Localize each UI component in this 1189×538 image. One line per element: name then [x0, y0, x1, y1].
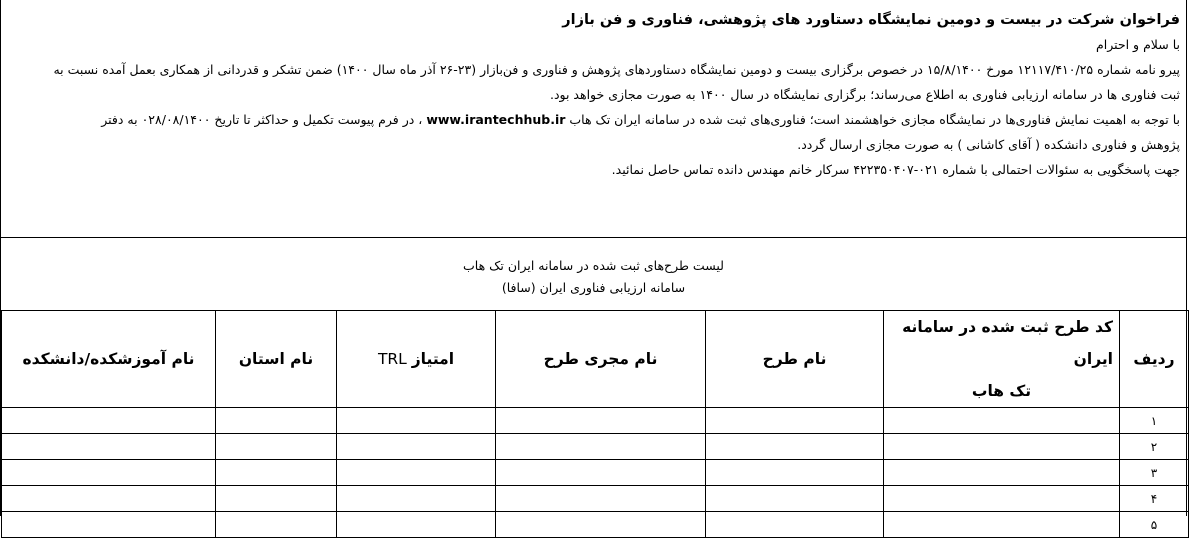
header-project-code-line2: تک هاب: [971, 382, 1032, 400]
cell-trl-score: [337, 434, 496, 460]
cell-school: [2, 486, 216, 512]
cell-school: [2, 434, 216, 460]
cell-trl-score: [337, 486, 496, 512]
cell-project-name: [706, 512, 884, 538]
cell-trl-score: [337, 460, 496, 486]
cell-project-code: [884, 460, 1120, 486]
header-school: نام آموزشکده/دانشکده: [2, 311, 216, 408]
header-row-number: ردیف: [1120, 311, 1189, 408]
row-number: ۱: [1120, 408, 1189, 434]
table-row: [2, 512, 1189, 538]
letter-title: فراخوان شرکت در بیست و دومین نمایشگاه دستاورد های پژوهشی، فناوری و فن بازار: [562, 12, 1180, 28]
letter-line-5: جهت پاسخگویی به سئوالات احتمالی با شماره ۰۲۱-۴۲۲۳۵۰۴۰۷ سرکار خانم مهندس دانده تماس حاصل نمائید.: [611, 162, 1180, 177]
letter-line-3-before: با توجه به اهمیت نمایش فناوری‌ها در نمایشگاه مجازی خواهشمند است؛ فناوری‌های ثبت شده در سامانه ایران تک هاب: [565, 112, 1180, 127]
header-project-code-line1: کد طرح ثبت شده در سامانه ایران: [902, 318, 1113, 368]
header-project-name: نام طرح: [706, 311, 884, 408]
table-row: [2, 408, 1189, 434]
cell-project-name: [706, 486, 884, 512]
list-title: لیست طرح‌های ثبت شده در سامانه ایران تک هاب: [463, 258, 724, 273]
table-row: [2, 460, 1189, 486]
row-number: ۴: [1120, 486, 1189, 512]
letter-greeting: با سلام و احترام: [1096, 37, 1180, 52]
header-trl-label: امتیاز: [411, 350, 455, 368]
letter-line-3: [7, 107, 1180, 132]
table-row: [2, 434, 1189, 460]
cell-trl-score: [337, 512, 496, 538]
header-province: نام استان: [216, 311, 337, 408]
system-name: سامانه ارزیابی فناوری ایران (سافا): [501, 280, 686, 295]
projects-table: [1, 310, 1189, 538]
cell-school: [2, 512, 216, 538]
cell-project-code: [884, 408, 1120, 434]
cell-trl-score: [337, 408, 496, 434]
cell-province: [216, 434, 337, 460]
table-header-row: [2, 311, 1189, 408]
irantechhub-url: www.irantechhub.ir: [426, 112, 566, 127]
cell-province: [216, 512, 337, 538]
row-number: ۵: [1120, 512, 1189, 538]
table-captions: [1, 239, 1186, 310]
table-row: [2, 486, 1189, 512]
cell-project-code: [884, 434, 1120, 460]
cell-executor: [496, 460, 706, 486]
letter-line-1: پیرو نامه شماره ۱۲۱۱۷/۴۱۰/۲۵ مورخ ۱۵/۸/۱۴۰۰ در خصوص برگزاری بیست و دومین نمایشگاه دستاوردهای پژوهش و فناوری و فن‌بازار (۲۳-۲۶ آذر ماه سال ۱۴۰۰) ضمن تشکر و قدردانی از همکاری بعمل آمده نسبت به: [53, 62, 1180, 77]
letter-line-2: ثبت فناوری ها در سامانه ارزیابی فناوری به اطلاع می‌رساند؛ برگزاری نمایشگاه در سال ۱۴۰۰ به صورت مجازی خواهد بود.: [549, 87, 1180, 102]
row-number: ۲: [1120, 434, 1189, 460]
header-project-code: [884, 311, 1120, 408]
cell-executor: [496, 486, 706, 512]
header-trl-score: [337, 311, 496, 408]
header-trl-suffix: TRL: [377, 350, 407, 368]
cell-executor: [496, 408, 706, 434]
letter-section: [1, 0, 1186, 238]
letter-line-4: پژوهش و فناوری دانشکده ( آقای کاشانی ) به صورت مجازی ارسال گردد.: [797, 137, 1180, 152]
cell-school: [2, 460, 216, 486]
cell-province: [216, 460, 337, 486]
cell-province: [216, 408, 337, 434]
letter-line-3-after: ، در فرم پیوست تکمیل و حداکثر تا تاریخ ۰۲۸/۰۸/۱۴۰۰ به دفتر: [101, 112, 427, 127]
cell-project-name: [706, 408, 884, 434]
cell-project-code: [884, 512, 1120, 538]
cell-project-name: [706, 434, 884, 460]
cell-project-name: [706, 460, 884, 486]
cell-executor: [496, 434, 706, 460]
cell-school: [2, 408, 216, 434]
cell-project-code: [884, 486, 1120, 512]
row-number: ۳: [1120, 460, 1189, 486]
cell-executor: [496, 512, 706, 538]
cell-province: [216, 486, 337, 512]
header-executor: نام مجری طرح: [496, 311, 706, 408]
